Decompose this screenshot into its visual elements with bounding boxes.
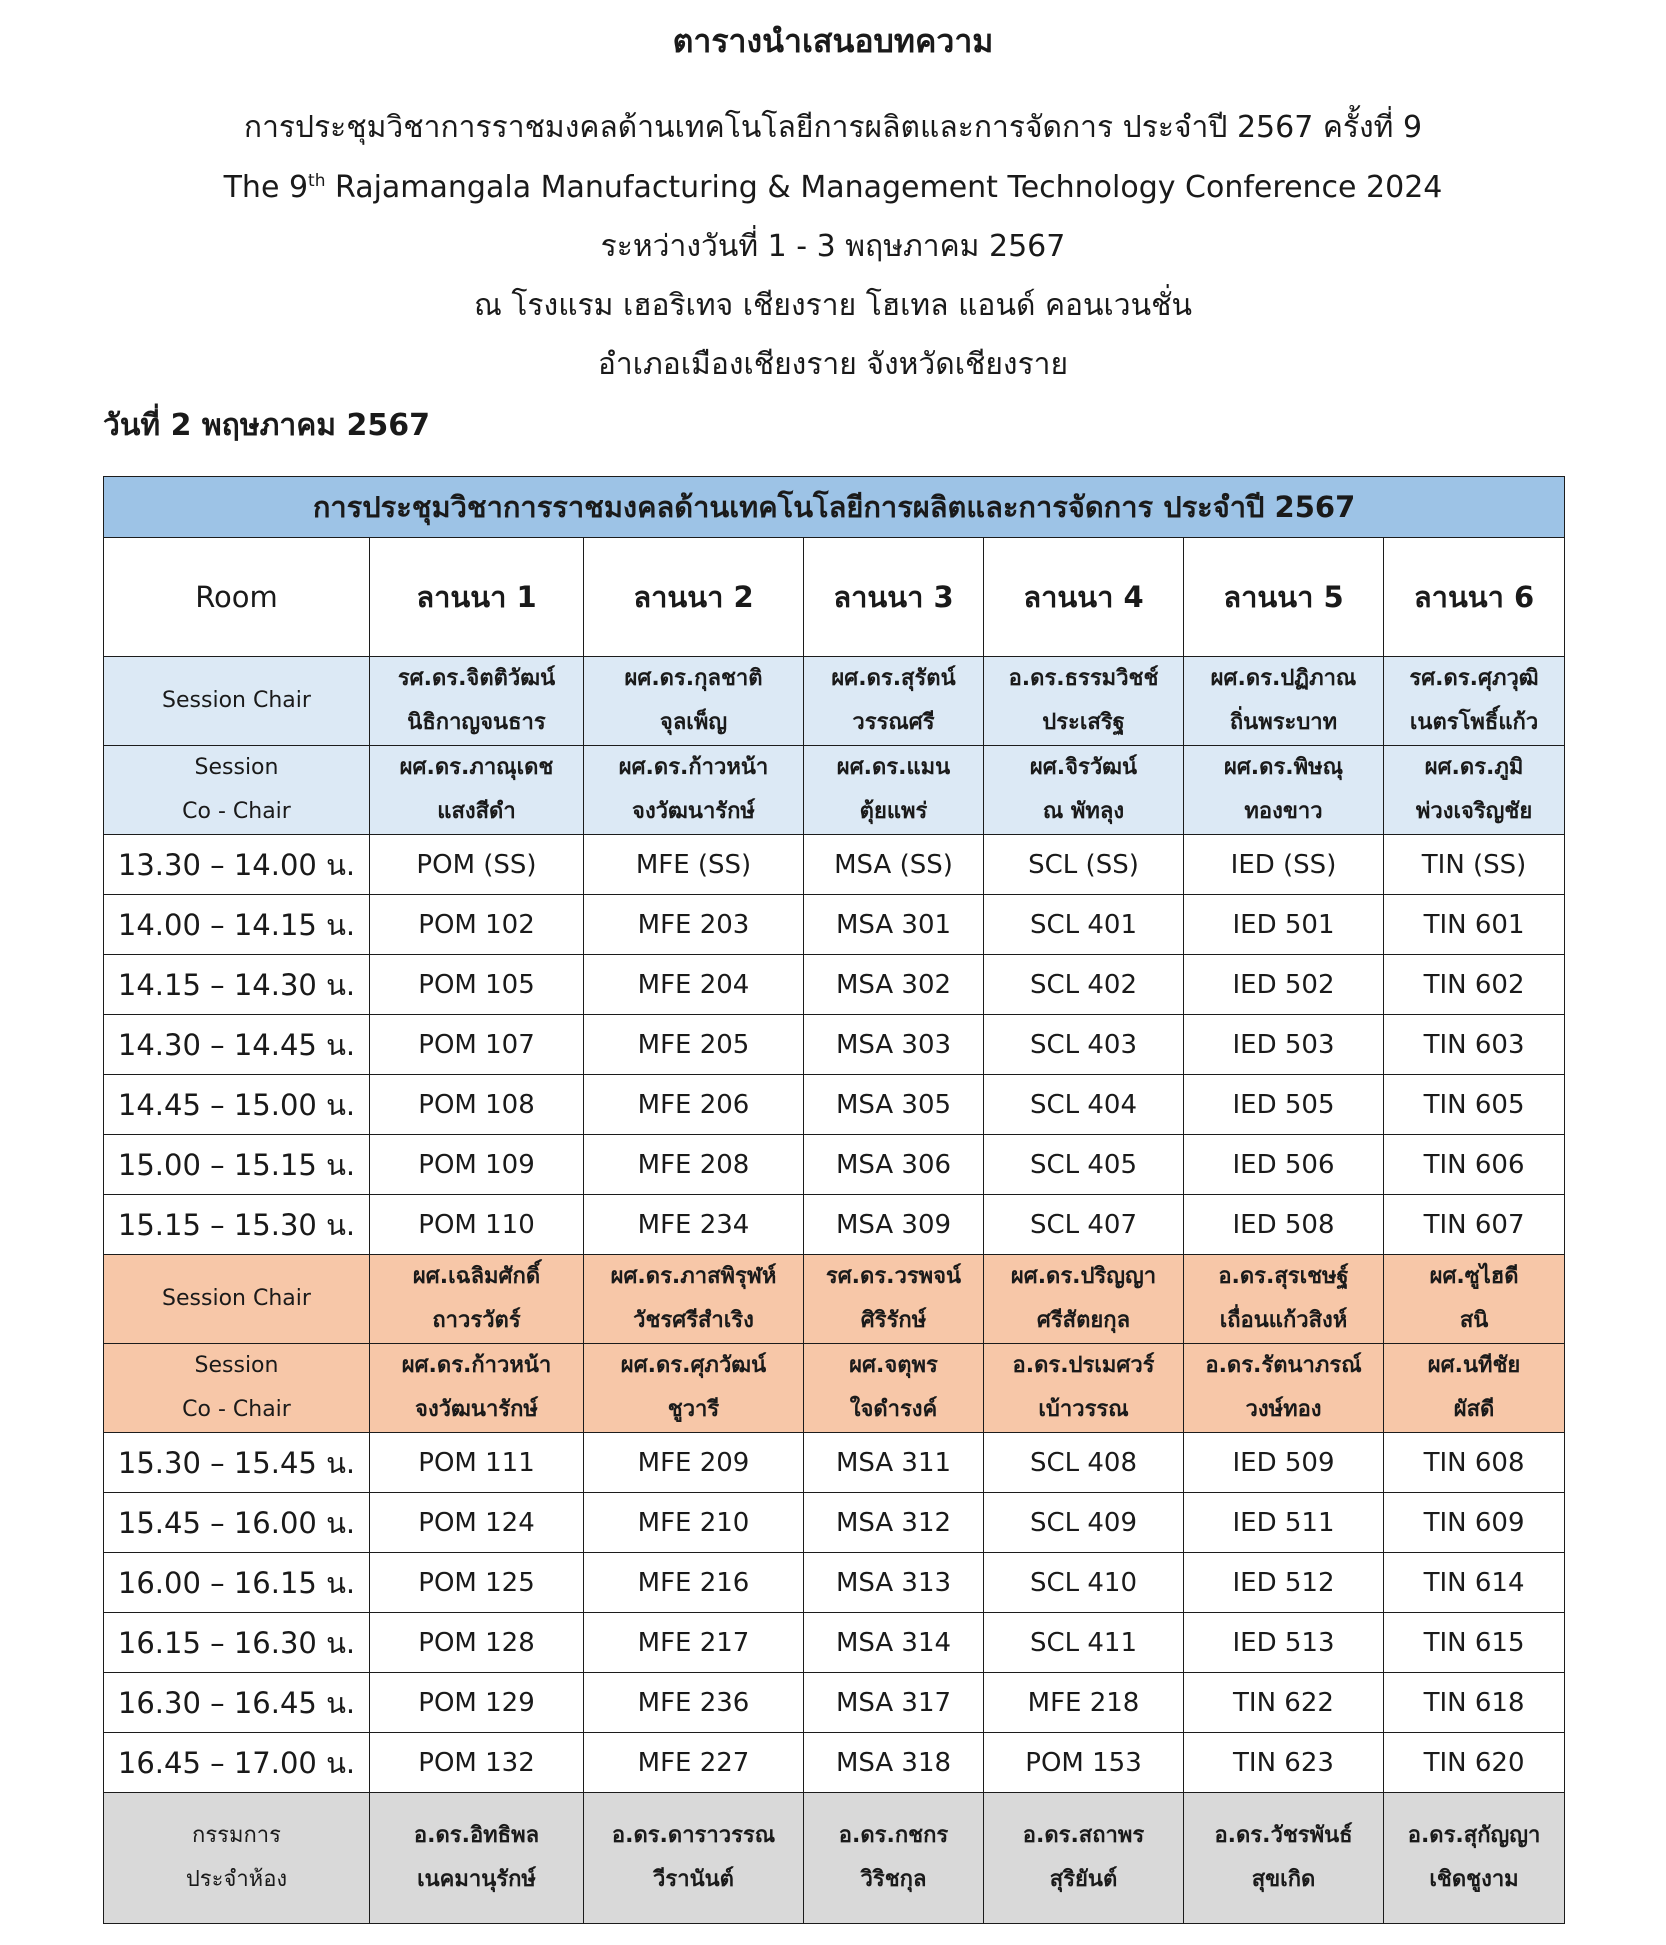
paper-code: IED 508 [1184, 1195, 1384, 1255]
paper-code: MSA (SS) [804, 835, 984, 895]
paper-code: POM 132 [370, 1733, 584, 1793]
time-slot: 14.30 – 14.45 น. [104, 1015, 370, 1075]
conference-dates: ระหว่างวันที่ 1 - 3 พฤษภาคม 2567 [600, 229, 1066, 264]
committee-member-line-1: อ.ดร.กชกร [838, 1823, 949, 1848]
committee-member [1384, 1793, 1565, 1924]
session-chair-name [1384, 657, 1565, 746]
session-cochair-name [804, 746, 984, 835]
document-title: ตารางนำเสนอบทความ [672, 22, 994, 60]
session-chair-name [1184, 1255, 1384, 1344]
paper-code: MFE 227 [584, 1733, 804, 1793]
session-cochair-name-line-1: อ.ดร.รัตนาภรณ์ [1205, 1353, 1362, 1378]
paper-code: POM 153 [984, 1733, 1184, 1793]
paper-code: TIN 607 [1384, 1195, 1565, 1255]
paper-code: POM 102 [370, 895, 584, 955]
table-row [104, 1553, 1565, 1613]
table-row [104, 1075, 1565, 1135]
session-chair-name-line-2: ถาวรวัตร์ [432, 1308, 521, 1333]
paper-code: SCL 404 [984, 1075, 1184, 1135]
paper-code: TIN 606 [1384, 1135, 1565, 1195]
paper-code: TIN 622 [1184, 1673, 1384, 1733]
session-chair-name-line-1: ผศ.ดร.สุรัตน์ [831, 666, 956, 691]
table-row [104, 1493, 1565, 1553]
ordinal-suffix: th [308, 171, 326, 191]
time-slot: 14.15 – 14.30 น. [104, 955, 370, 1015]
paper-code: MFE 208 [584, 1135, 804, 1195]
session-chair-name-line-1: อ.ดร.ธรรมวิชช์ [1008, 666, 1159, 691]
paper-code: SCL (SS) [984, 835, 1184, 895]
session-chair-name-line-1: อ.ดร.สุรเชษฐ์ [1218, 1264, 1349, 1289]
session-cochair-name [1184, 746, 1384, 835]
committee-member [1184, 1793, 1384, 1924]
room-name: ลานนา 3 [804, 538, 984, 657]
committee-member-line-1: อ.ดร.วัชรพันธ์ [1214, 1823, 1353, 1848]
paper-code: POM 109 [370, 1135, 584, 1195]
committee-label [104, 1793, 370, 1924]
session-cochair-name-line-1: ผศ.ดร.ศุภวัฒน์ [620, 1353, 767, 1378]
paper-code: MFE 205 [584, 1015, 804, 1075]
paper-code: TIN 603 [1384, 1015, 1565, 1075]
session-cochair-name-line-1: ผศ.ดร.ภูมิ [1424, 755, 1524, 780]
paper-code: IED 513 [1184, 1613, 1384, 1673]
session-cochair-name-line-2: เบ้าวรรณ [1038, 1397, 1129, 1422]
paper-code: TIN 601 [1384, 895, 1565, 955]
room-label: Room [104, 538, 370, 657]
committee-member-line-2: วีรานันต์ [653, 1867, 734, 1892]
table-row [104, 895, 1565, 955]
paper-code: POM 128 [370, 1613, 584, 1673]
time-slot: 16.00 – 16.15 น. [104, 1553, 370, 1613]
paper-code: POM 105 [370, 955, 584, 1015]
session-chair-name-line-2: วัชรศรีสำเริง [633, 1308, 754, 1333]
session-cochair-name-line-2: ชูวารี [667, 1397, 720, 1422]
schedule-table [103, 476, 1565, 1924]
session-cochair-name [1384, 1344, 1565, 1433]
session-cochair-name-line-2: ทองขาว [1244, 799, 1323, 824]
session-chair-name-line-2: จุลเพ็ญ [659, 710, 728, 735]
session-chair-name-line-2: วรรณศรี [852, 710, 935, 735]
session-cochair-name [984, 746, 1184, 835]
committee-member-line-2: เชิดชูงาม [1429, 1867, 1519, 1892]
committee-label-line-1: กรรมการ [192, 1823, 281, 1848]
paper-code: IED 511 [1184, 1493, 1384, 1553]
paper-code: IED 509 [1184, 1433, 1384, 1493]
session-cochair-label-line-2: Co - Chair [182, 1397, 291, 1422]
table-row [104, 955, 1565, 1015]
time-slot: 15.00 – 15.15 น. [104, 1135, 370, 1195]
session-chair-name-line-2: เนตรโพธิ์แก้ว [1409, 710, 1539, 735]
committee-member-line-1: อ.ดร.อิทธิพล [413, 1823, 540, 1848]
room-name: ลานนา 2 [584, 538, 804, 657]
session2-cochair-row [104, 1344, 1565, 1433]
paper-code: POM 108 [370, 1075, 584, 1135]
paper-code: TIN 605 [1384, 1075, 1565, 1135]
paper-code: MFE 216 [584, 1553, 804, 1613]
committee-row [104, 1793, 1565, 1924]
paper-code: POM 124 [370, 1493, 584, 1553]
room-name: ลานนา 1 [370, 538, 584, 657]
session-chair-name-line-2: ประเสริฐ [1042, 710, 1125, 735]
paper-code: TIN 623 [1184, 1733, 1384, 1793]
table-banner: การประชุมวิชาการราชมงคลด้านเทคโนโลยีการผลิตและการจัดการ ประจำปี 2567 [104, 477, 1565, 538]
session-chair-name-line-1: ผศ.ซูไฮดี [1429, 1264, 1519, 1289]
paper-code: SCL 409 [984, 1493, 1184, 1553]
session-cochair-name-line-2: พ่วงเจริญชัย [1415, 799, 1533, 824]
conference-venue: ณ โรงแรม เฮอริเทจ เชียงราย โฮเทล แอนด์ คอนเวนชั่น [473, 288, 1193, 323]
committee-member-line-1: อ.ดร.สถาพร [1022, 1823, 1145, 1848]
session-cochair-name-line-2: ผัสดี [1453, 1397, 1495, 1422]
paper-code: POM 129 [370, 1673, 584, 1733]
session1-chair-row [104, 657, 1565, 746]
session-cochair-name-line-1: ผศ.ดร.ก้าวหน้า [401, 1353, 552, 1378]
table-row [104, 1613, 1565, 1673]
time-slot: 14.00 – 14.15 น. [104, 895, 370, 955]
paper-code: MFE 206 [584, 1075, 804, 1135]
conference-en-name: Rajamangala Manufacturing & Management Technology Conference 2024 [325, 170, 1443, 205]
session-cochair-label-line-1: Session [194, 755, 279, 780]
paper-code: IED 512 [1184, 1553, 1384, 1613]
session-cochair-name-line-2: ตุ้ยแพร่ [859, 799, 928, 824]
paper-code: MSA 303 [804, 1015, 984, 1075]
time-slot: 15.45 – 16.00 น. [104, 1493, 370, 1553]
paper-code: MFE 204 [584, 955, 804, 1015]
time-slot: 16.30 – 16.45 น. [104, 1673, 370, 1733]
committee-member-line-1: อ.ดร.สุกัญญา [1407, 1823, 1541, 1848]
paper-code: POM (SS) [370, 835, 584, 895]
paper-code: MSA 312 [804, 1493, 984, 1553]
paper-code: MSA 302 [804, 955, 984, 1015]
session-cochair-label [104, 746, 370, 835]
session-cochair-name-line-2: วงษ์ทอง [1245, 1397, 1322, 1422]
session-chair-name [584, 1255, 804, 1344]
paper-code: SCL 410 [984, 1553, 1184, 1613]
paper-code: MSA 311 [804, 1433, 984, 1493]
session-cochair-name-line-1: ผศ.นทีชัย [1427, 1353, 1521, 1378]
room-header-row [104, 538, 1565, 657]
committee-member-line-2: สุขเกิด [1251, 1867, 1316, 1892]
paper-code: MFE 209 [584, 1433, 804, 1493]
session-chair-name-line-2: สนิ [1459, 1308, 1489, 1333]
paper-code: POM 110 [370, 1195, 584, 1255]
session-chair-name-line-1: ผศ.ดร.ภาสพิรุฬห์ [610, 1264, 777, 1289]
paper-code: IED 506 [1184, 1135, 1384, 1195]
paper-code: IED 501 [1184, 895, 1384, 955]
paper-code: IED 503 [1184, 1015, 1384, 1075]
paper-code: SCL 407 [984, 1195, 1184, 1255]
session-cochair-name [370, 1344, 584, 1433]
committee-member-line-2: เนคมานุรักษ์ [417, 1867, 536, 1892]
session-chair-name [370, 657, 584, 746]
session-chair-name-line-2: ถิ่นพระบาท [1229, 710, 1338, 735]
paper-code: MFE 203 [584, 895, 804, 955]
session2-chair-row [104, 1255, 1565, 1344]
committee-member-line-2: วิริชกุล [860, 1867, 927, 1892]
paper-code: MFE (SS) [584, 835, 804, 895]
paper-code: MSA 313 [804, 1553, 984, 1613]
paper-code: TIN 615 [1384, 1613, 1565, 1673]
session1-cochair-row [104, 746, 1565, 835]
paper-code: MSA 301 [804, 895, 984, 955]
session-cochair-label [104, 1344, 370, 1433]
session-chair-name [804, 1255, 984, 1344]
paper-code: POM 125 [370, 1553, 584, 1613]
conference-en-prefix: The 9 [223, 170, 309, 205]
session-chair-name [370, 1255, 584, 1344]
paper-code: IED 505 [1184, 1075, 1384, 1135]
time-slot: 13.30 – 14.00 น. [104, 835, 370, 895]
session-chair-name-line-1: ผศ.ดร.กุลชาติ [624, 666, 763, 691]
committee-member-line-1: อ.ดร.ดาราวรรณ [611, 1823, 776, 1848]
session-chair-name-line-1: ผศ.ดร.ปริญญา [1010, 1264, 1157, 1289]
session-cochair-name [1384, 746, 1565, 835]
paper-code: POM 111 [370, 1433, 584, 1493]
table-row [104, 1135, 1565, 1195]
room-name: ลานนา 6 [1384, 538, 1565, 657]
paper-code: SCL 405 [984, 1135, 1184, 1195]
paper-code: SCL 411 [984, 1613, 1184, 1673]
room-name: ลานนา 4 [984, 538, 1184, 657]
committee-member [584, 1793, 804, 1924]
time-slot: 15.30 – 15.45 น. [104, 1433, 370, 1493]
committee-label-line-2: ประจำห้อง [185, 1867, 288, 1892]
paper-code: SCL 403 [984, 1015, 1184, 1075]
session-cochair-name [370, 746, 584, 835]
paper-code: MFE 210 [584, 1493, 804, 1553]
table-row [104, 1673, 1565, 1733]
session-chair-name [1384, 1255, 1565, 1344]
table-row [104, 1195, 1565, 1255]
paper-code: TIN 609 [1384, 1493, 1565, 1553]
session-chair-name [584, 657, 804, 746]
paper-code: MFE 236 [584, 1673, 804, 1733]
paper-code: IED (SS) [1184, 835, 1384, 895]
session-chair-name-line-2: เถื่อนแก้วสิงห์ [1219, 1308, 1348, 1333]
table-row [104, 835, 1565, 895]
session-chair-name-line-2: ศรีสัตยกุล [1036, 1308, 1131, 1333]
session-cochair-name-line-2: ใจดำรงค์ [849, 1397, 938, 1422]
session-cochair-name-line-1: ผศ.จิรวัฒน์ [1029, 755, 1138, 780]
session-cochair-name-line-1: อ.ดร.ปรเมศวร์ [1012, 1353, 1155, 1378]
session-cochair-name-line-2: จงวัฒนารักษ์ [632, 799, 755, 824]
paper-code: TIN 614 [1384, 1553, 1565, 1613]
session-chair-label: Session Chair [104, 657, 370, 746]
session-cochair-name-line-2: จงวัฒนารักษ์ [415, 1397, 538, 1422]
session-chair-name-line-1: ผศ.เฉลิมศักดิ์ [412, 1264, 541, 1289]
table-banner-row [104, 477, 1565, 538]
paper-code: SCL 401 [984, 895, 1184, 955]
time-slot: 15.15 – 15.30 น. [104, 1195, 370, 1255]
session-chair-name-line-1: รศ.ดร.จิตติวัฒน์ [397, 666, 556, 691]
session-chair-name-line-1: รศ.ดร.ศุภวุฒิ [1409, 666, 1539, 691]
session-cochair-name-line-1: ผศ.จตุพร [849, 1353, 938, 1378]
paper-code: TIN (SS) [1384, 835, 1565, 895]
conference-name-thai: การประชุมวิชาการราชมงคลด้านเทคโนโลยีการผลิตและการจัดการ ประจำปี 2567 ครั้งที่ 9 [243, 110, 1423, 145]
paper-code: SCL 402 [984, 955, 1184, 1015]
committee-member-line-2: สุริยันต์ [1049, 1867, 1118, 1892]
table-row [104, 1015, 1565, 1075]
session-cochair-name-line-1: ผศ.ดร.พิษณุ [1223, 755, 1344, 780]
paper-code: MSA 305 [804, 1075, 984, 1135]
paper-code: MSA 318 [804, 1733, 984, 1793]
committee-member [370, 1793, 584, 1924]
session-cochair-name-line-2: ณ พัทลุง [1042, 799, 1125, 824]
paper-code: MSA 317 [804, 1673, 984, 1733]
session-chair-name-line-1: รศ.ดร.วรพจน์ [825, 1264, 962, 1289]
paper-code: MFE 217 [584, 1613, 804, 1673]
paper-code: TIN 618 [1384, 1673, 1565, 1733]
session-chair-name [984, 1255, 1184, 1344]
session-cochair-name [584, 746, 804, 835]
paper-code: POM 107 [370, 1015, 584, 1075]
session-chair-name [984, 657, 1184, 746]
session-cochair-name-line-1: ผศ.ดร.แมน [836, 755, 951, 780]
paper-code: IED 502 [1184, 955, 1384, 1015]
session-cochair-name [804, 1344, 984, 1433]
session-chair-label: Session Chair [104, 1255, 370, 1344]
session-cochair-label-line-2: Co - Chair [182, 799, 291, 824]
time-slot: 16.15 – 16.30 น. [104, 1613, 370, 1673]
session-cochair-name [1184, 1344, 1384, 1433]
session-cochair-name [584, 1344, 804, 1433]
paper-code: TIN 620 [1384, 1733, 1565, 1793]
committee-member [804, 1793, 984, 1924]
room-name: ลานนา 5 [1184, 538, 1384, 657]
session-cochair-name-line-1: ผศ.ดร.ภาณุเดช [399, 755, 554, 780]
paper-code: MSA 306 [804, 1135, 984, 1195]
session-chair-name-line-1: ผศ.ดร.ปฏิภาณ [1210, 666, 1357, 691]
session-chair-name-line-2: นิธิกาญจนธาร [407, 710, 546, 735]
paper-code: SCL 408 [984, 1433, 1184, 1493]
session-cochair-name-line-2: แสงสีดำ [437, 799, 516, 824]
conference-district: อำเภอเมืองเชียงราย จังหวัดเชียงราย [597, 347, 1069, 382]
committee-member [984, 1793, 1184, 1924]
day-label: วันที่ 2 พฤษภาคม 2567 [103, 408, 431, 443]
paper-code: MFE 234 [584, 1195, 804, 1255]
paper-code: MSA 314 [804, 1613, 984, 1673]
paper-code: MSA 309 [804, 1195, 984, 1255]
paper-code: TIN 608 [1384, 1433, 1565, 1493]
table-row [104, 1433, 1565, 1493]
session-cochair-label-line-1: Session [194, 1353, 279, 1378]
session-chair-name-line-2: ศิริรักษ์ [860, 1308, 927, 1333]
session-chair-name [804, 657, 984, 746]
session-chair-name [1184, 657, 1384, 746]
paper-code: MFE 218 [984, 1673, 1184, 1733]
paper-code: TIN 602 [1384, 955, 1565, 1015]
conference-name-english [0, 160, 1666, 216]
time-slot: 14.45 – 15.00 น. [104, 1075, 370, 1135]
table-row [104, 1733, 1565, 1793]
time-slot: 16.45 – 17.00 น. [104, 1733, 370, 1793]
session-cochair-name-line-1: ผศ.ดร.ก้าวหน้า [618, 755, 769, 780]
session-cochair-name [984, 1344, 1184, 1433]
